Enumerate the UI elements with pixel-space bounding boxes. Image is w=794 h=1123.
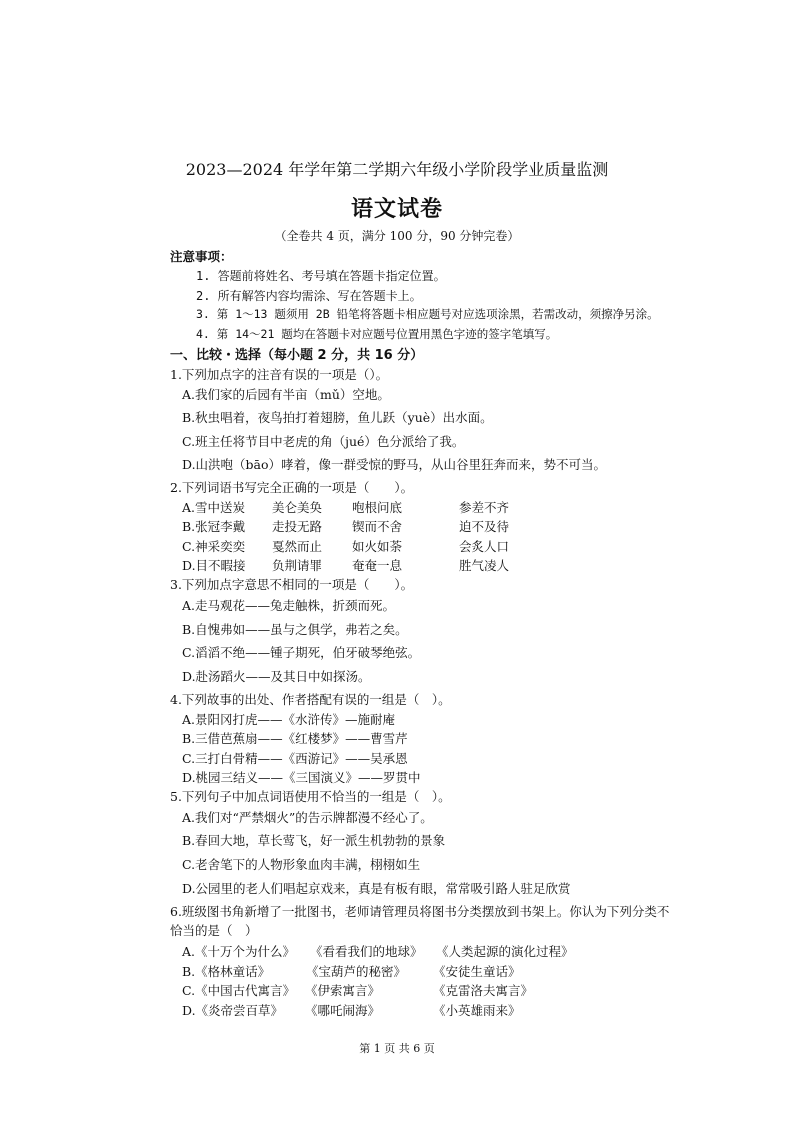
question-2-cell: 会炙人口 (459, 539, 510, 554)
question-5-stem: 5.下列句子中加点词语使用不恰当的一组是（ ）。 (170, 789, 451, 804)
note-item: 2. 所有解答内容均需涂、写在答题卡上。 (196, 289, 422, 303)
question-3-option-c: C.滔滔不绝——锺子期死，伯牙破琴绝弦。 (182, 645, 421, 660)
question-2-cell: 走投无路 (272, 519, 323, 534)
question-6-stem: 6.班级图书角新增了一批图书，老师请管理员将图书分类摆放到书架上。你认为下列分类不 (170, 904, 670, 919)
exam-subject-title: 语文试卷 (350, 196, 443, 222)
exam-meta: （全卷共 4 页，满分 100 分，90 分钟完卷） (274, 229, 520, 243)
question-6-stem-cont: 恰当的是（ ） (170, 923, 258, 938)
section-heading: 一、比较・选择（每小题 2 分，共 16 分） (170, 348, 424, 363)
question-2-cell: A.雪中送炭 (182, 500, 246, 515)
note-item: 4. 第 14～21 题均在答题卡对应题号位置用黑色字迹的签字笔填写。 (196, 327, 558, 341)
note-item: 3. 第 1～13 题须用 2B 铅笔将答题卡相应题号对应选项涂黑，若需改动，须擦净另涂。 (196, 307, 659, 321)
question-2-cell: 美仑美奂 (272, 500, 323, 515)
question-2-cell: 咆根问底 (352, 500, 403, 515)
question-4-option-a: A.景阳冈打虎——《水浒传》—施耐庵 (182, 712, 396, 727)
question-1-option-b: B.秋虫唱着，夜鸟拍打着翅膀，鱼儿跃（yuè）出水面。 (182, 410, 493, 425)
question-6-cell: 《人类起源的演化过程》 (436, 944, 574, 959)
question-6-cell: 《安徒生童话》 (433, 964, 521, 979)
exam-title: 2023—2024 年学年第二学期六年级小学阶段学业质量监测 (185, 160, 609, 179)
question-2-cell: 负荆请罪 (272, 558, 323, 573)
question-2-cell: B.张冠李戴 (182, 519, 246, 534)
question-4-option-c: C.三打白骨精——《西游记》——吴承恩 (182, 751, 408, 766)
question-2-cell: D.目不暇接 (182, 558, 246, 573)
question-6-cell: 《宝葫芦的秘密》 (306, 964, 407, 979)
question-2-cell: 锲而不舍 (352, 519, 403, 534)
question-3-stem: 3.下列加点字意思不相同的一项是（ ）。 (170, 577, 414, 592)
question-6-cell: B.《格林童话》 (182, 964, 271, 979)
question-1-option-a: A.我们家的后园有半亩（mǔ）空地。 (182, 387, 390, 402)
question-6-cell: D.《炎帝尝百草》 (182, 1003, 284, 1018)
question-6-cell: 《看看我们的地球》 (310, 944, 423, 959)
question-2-cell: 戛然而止 (272, 539, 323, 554)
question-2-cell: 如火如荼 (352, 539, 403, 554)
question-6-cell: 《伊索寓言》 (305, 983, 381, 998)
question-2-cell: 参差不齐 (459, 500, 510, 515)
question-2-cell: 迫不及待 (459, 519, 510, 534)
question-5-option-a: A.我们对“严禁烟火”的告示牌都漫不经心了。 (182, 810, 433, 825)
question-3-option-d: D.赴汤蹈火——及其日中如探汤。 (182, 669, 371, 684)
question-6-cell: A.《十万个为什么》 (182, 944, 296, 959)
question-6-cell: 《哪吒闹海》 (305, 1003, 381, 1018)
question-2-cell: C.神采奕奕 (182, 539, 246, 554)
question-2-cell: 奄奄一息 (352, 558, 403, 573)
question-4-stem: 4.下列故事的出处、作者搭配有误的一组是（ ）。 (170, 692, 451, 707)
question-3-option-a: A.走马观花——兔走触株，折颈而死。 (182, 598, 396, 613)
question-6-cell: 《小英雄雨来》 (433, 1003, 521, 1018)
question-6-cell: C.《中国古代寓言》 (182, 983, 296, 998)
question-6-cell: 《克雷洛夫寓言》 (433, 983, 534, 998)
question-5-option-c: C.老舍笔下的人物形象血肉丰满，栩栩如生 (182, 857, 421, 872)
question-3-option-b: B.自愧弗如——虽与之俱学，弗若之矣。 (182, 622, 408, 637)
question-5-option-b: B.春回大地，草长莺飞，好一派生机勃勃的景象 (182, 833, 446, 848)
notes-heading: 注意事项： (170, 249, 233, 264)
note-item: 1. 答题前将姓名、考号填在答题卡指定位置。 (196, 269, 446, 283)
page-footer: 第 1 页 共 6 页 (359, 1042, 435, 1055)
question-1-stem: 1.下列加点字的注音有误的一项是（）。 (170, 367, 389, 382)
question-4-option-d: D.桃园三结义——《三国演义》——罗贯中 (182, 770, 421, 785)
question-1-option-d: D.山洪咆（bāo）哮着，像一群受惊的野马，从山谷里狂奔而来，势不可当。 (182, 457, 607, 472)
question-2-stem: 2.下列词语书写完全正确的一项是（ ）。 (170, 480, 414, 495)
question-5-option-d: D.公园里的老人们唱起京戏来，真是有板有眼，常常吸引路人驻足欣赏 (182, 881, 571, 896)
question-4-option-b: B.三借芭蕉扇——《红楼梦》——曹雪芹 (182, 731, 408, 746)
question-2-cell: 胜气凌人 (459, 558, 510, 573)
question-1-option-c: C.班主任将节目中老虎的角（jué）色分派给了我。 (182, 434, 465, 449)
